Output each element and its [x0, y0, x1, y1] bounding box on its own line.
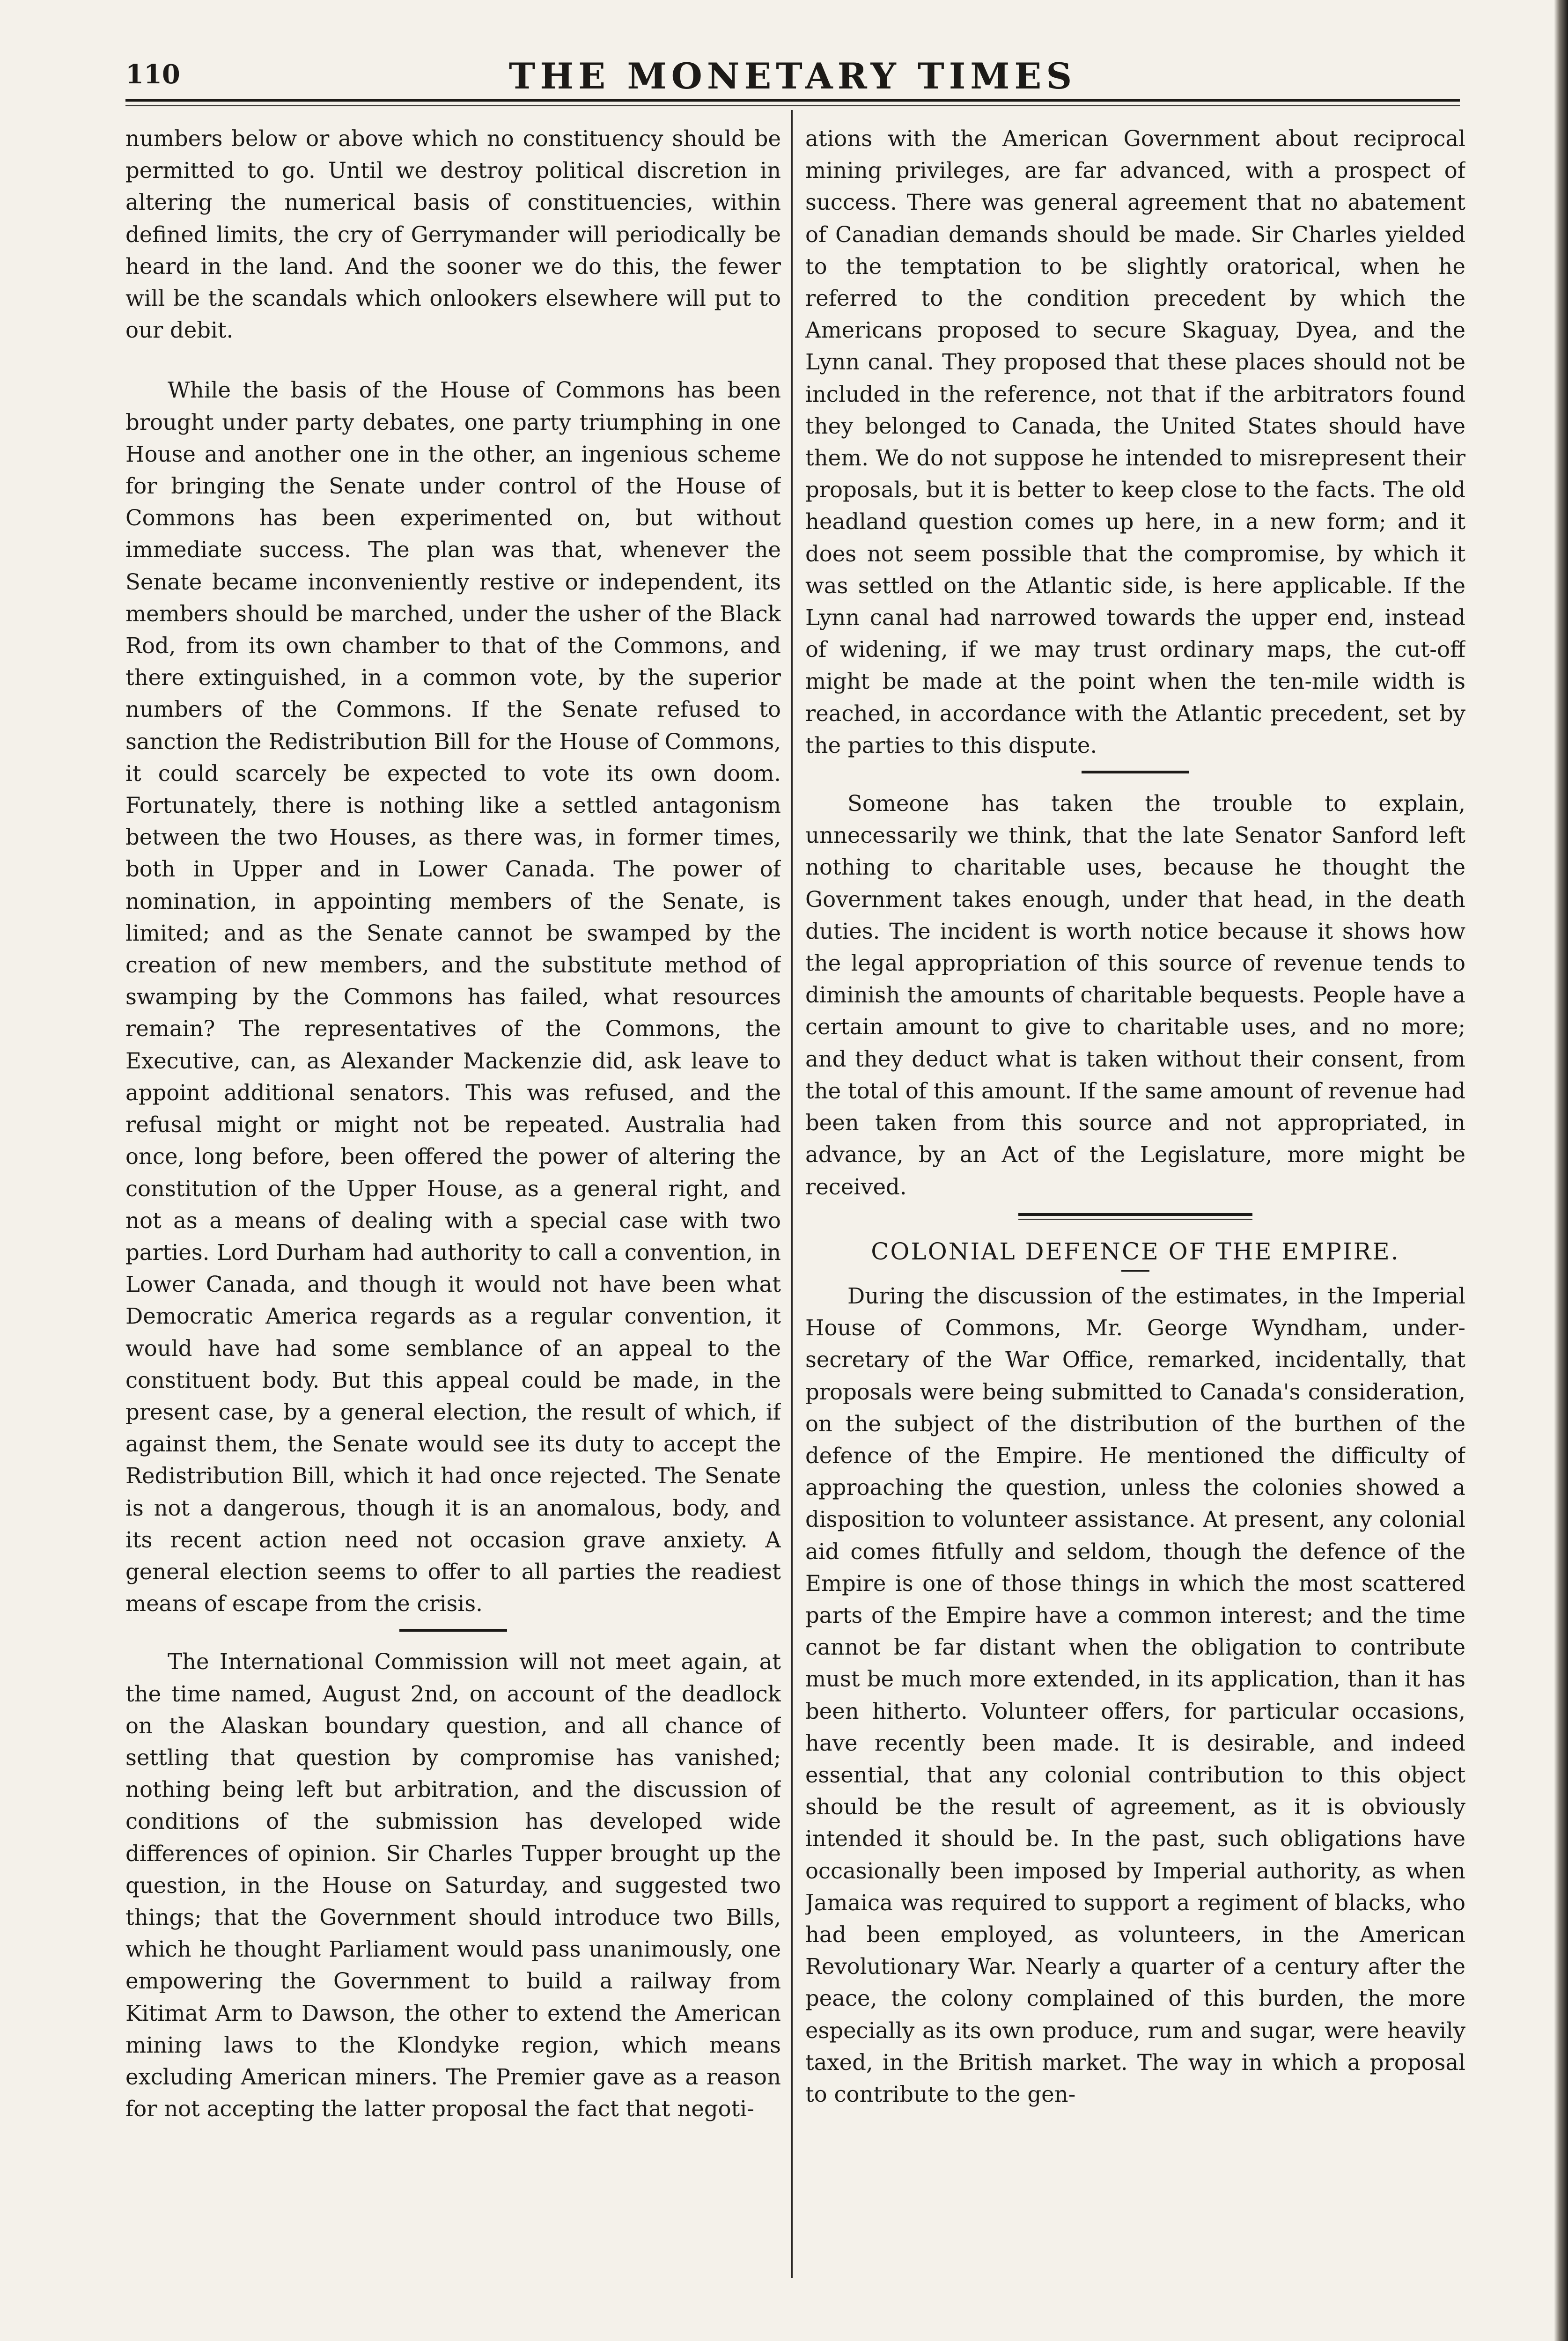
paragraph: While the basis of the House of Commons has been brought under party debates, one party triumphing in one House and another one in the other, an ingenious scheme for bringing the Senate under control of the House of Commons has been experimented on, but without immediate success. The plan was that, whenever the Senate became inconveniently restive or independent, its members should be marched, under the usher of the Black Rod, from its own chamber to that of the Commons, and there extinguished, in a common vote, by the superior numbers of the Commons. If the Senate refused to sanction the Redistribution Bill for the House of Commons, it could scarcely be expected to vote its own doom. Fortunately, there is nothing like a settled antagonism between the two Houses, as there was, in former times, both in Upper and in Lower Canada. The power of nomination, in appointing members of the Senate, is limited; and as the Senate cannot be swamped by the creation of new members, and the substitute method of swamping by the Commons has failed, what resources remain? The representatives of the Commons, the Executive, can, as Alexander Mackenzie did, ask leave to appoint additional senators. This was refused, and the refusal might or might not be repeated. Australia had once, long before, been offered the power of altering the constitution of the Upper House, as a general right, and not as a means of dealing with a special case with two parties. Lord Durham had authority to call a convention, in Lower Canada, and though it would not have been what Democratic America regards as a regular convention, it would have had some semblance of an appeal to the constituent body. But this appeal could be made, in the present case, by a general election, the result of which, if against them, the Senate would see its duty to accept the Redistribution Bill, which it had once rejected. The Senate is not a dangerous, though it is an anomalous, body, and its recent action need not occasion grave anxiety. A general election seems to offer to all parties the readiest means of escape from the crisis. — [125, 377, 781, 1617]
header-rule — [125, 99, 1460, 106]
masthead-title: THE MONETARY TIMES — [508, 55, 1077, 97]
paragraph: numbers below or above which no constituency should be permitted to go. Until we destroy political discretion in altering the numerical basis of constituencies, within defined limits, the cry of Gerrymander will periodically be heard in the land. And the sooner we do this, the fewer will be the scandals which onlookers elsewhere will put to our debit. — [125, 126, 781, 343]
paragraph: Someone has taken the trouble to explain, unnecessarily we think, that the late Senator Sanford left nothing to charitable uses, because he thought the Government takes enough, under that head, in the death duties. The incident is worth notice because it shows how the legal appropriation of this source of revenue tends to diminish the amounts of charitable bequests. People have a certain amount to give to charitable uses, and no more; and they deduct what is taken without their consent, from the total of this amount. If the same amount of revenue had been taken from this source and not appropriated, in advance, by an Act of the Legislature, more might be received. — [805, 791, 1465, 1200]
section-rule — [1018, 1213, 1252, 1220]
paragraph: ations with the American Government about reciprocal mining privileges, are far advanced, with a prospect of success. There was general agreement that no abatement of Canadian demands should be made. Sir Charles yielded to the temptation to be slightly oratorical, when he referred to the condition precedent by which the Americans proposed to secure Skaguay, Dyea, and the Lynn canal. They proposed that these places should not be included in the reference, not that if the arbitrators found they belonged to Canada, the United States should have them. We do not suppose he intended to misrepresent their proposals, but it is better to keep close to the facts. The old headland question comes up here, in a new form; and it does not seem possible that the compromise, by which it was settled on the Atlantic side, is here applicable. If the Lynn canal had narrowed towards the upper end, instead of widening, if we may trust ordinary maps, the cut-off might be made at the point when the ten-mile width is reached, in accordance with the Atlantic precedent, set by the parties to this dispute. — [805, 126, 1465, 758]
page-number: 110 — [125, 59, 180, 90]
left-column — [125, 123, 781, 2304]
separator-rule — [1082, 771, 1189, 773]
paragraph-gap — [125, 346, 781, 374]
column-divider — [791, 110, 793, 2278]
section-heading: COLONIAL DEFENCE OF THE EMPIRE. — [871, 1237, 1400, 1265]
paragraph: During the discussion of the estimates, in the Imperial House of Commons, Mr. George Wyndham, under-secretary of the War Office, remarked, incidentally, that proposals were being submitted to Canada's consideration, on the subject of the distribution of the burthen of the defence of the Empire. He mentioned the difficulty of approaching the question, unless the colonies showed a disposition to volunteer assistance. At present, any colonial aid comes fitfully and seldom, though the defence of the Empire is one of those things in which the most scattered parts of the Empire have a common interest; and the time cannot be far distant when the obligation to contribute must be much more extended, in its application, than it has been hitherto. Volunteer offers, for particular occasions, have recently been made. It is desirable, and indeed essential, that any colonial contribution to this object should be the result of agreement, as it is obviously intended it should be. In the past, such obligations have occasionally been imposed by Imperial authority, as when Jamaica was required to support a regiment of blacks, who had been employed, as volunteers, in the American Revolutionary War. Nearly a quarter of a century after the peace, the colony complained of this burden, the more especially as its own produce, rum and sugar, were heavily taxed, in the British market. The way in which a proposal to contribute to the gen- — [805, 1283, 1465, 2107]
heading-dash — [1121, 1270, 1149, 1272]
paragraph: The International Commission will not meet again, at the time named, August 2nd, on account of the deadlock on the Alaskan boundary question, and all chance of settling that question by compromise has vanished; nothing being left but arbitration, and the discussion of conditions of the submission has developed wide differences of opinion. Sir Charles Tupper brought up the question, in the House on Saturday, and suggested two things; that the Government should introduce two Bills, which he thought Parliament would pass unanimously, one empowering the Government to build a railway from Kitimat Arm to Dawson, the other to extend the American mining laws to the Klondyke region, which means excluding American miners. The Premier gave as a reason for not accepting the latter proposal the fact that negoti- — [125, 1649, 781, 2122]
right-column — [805, 123, 1465, 2304]
separator-rule — [399, 1629, 507, 1632]
page-edge-shadow — [1554, 0, 1568, 2341]
